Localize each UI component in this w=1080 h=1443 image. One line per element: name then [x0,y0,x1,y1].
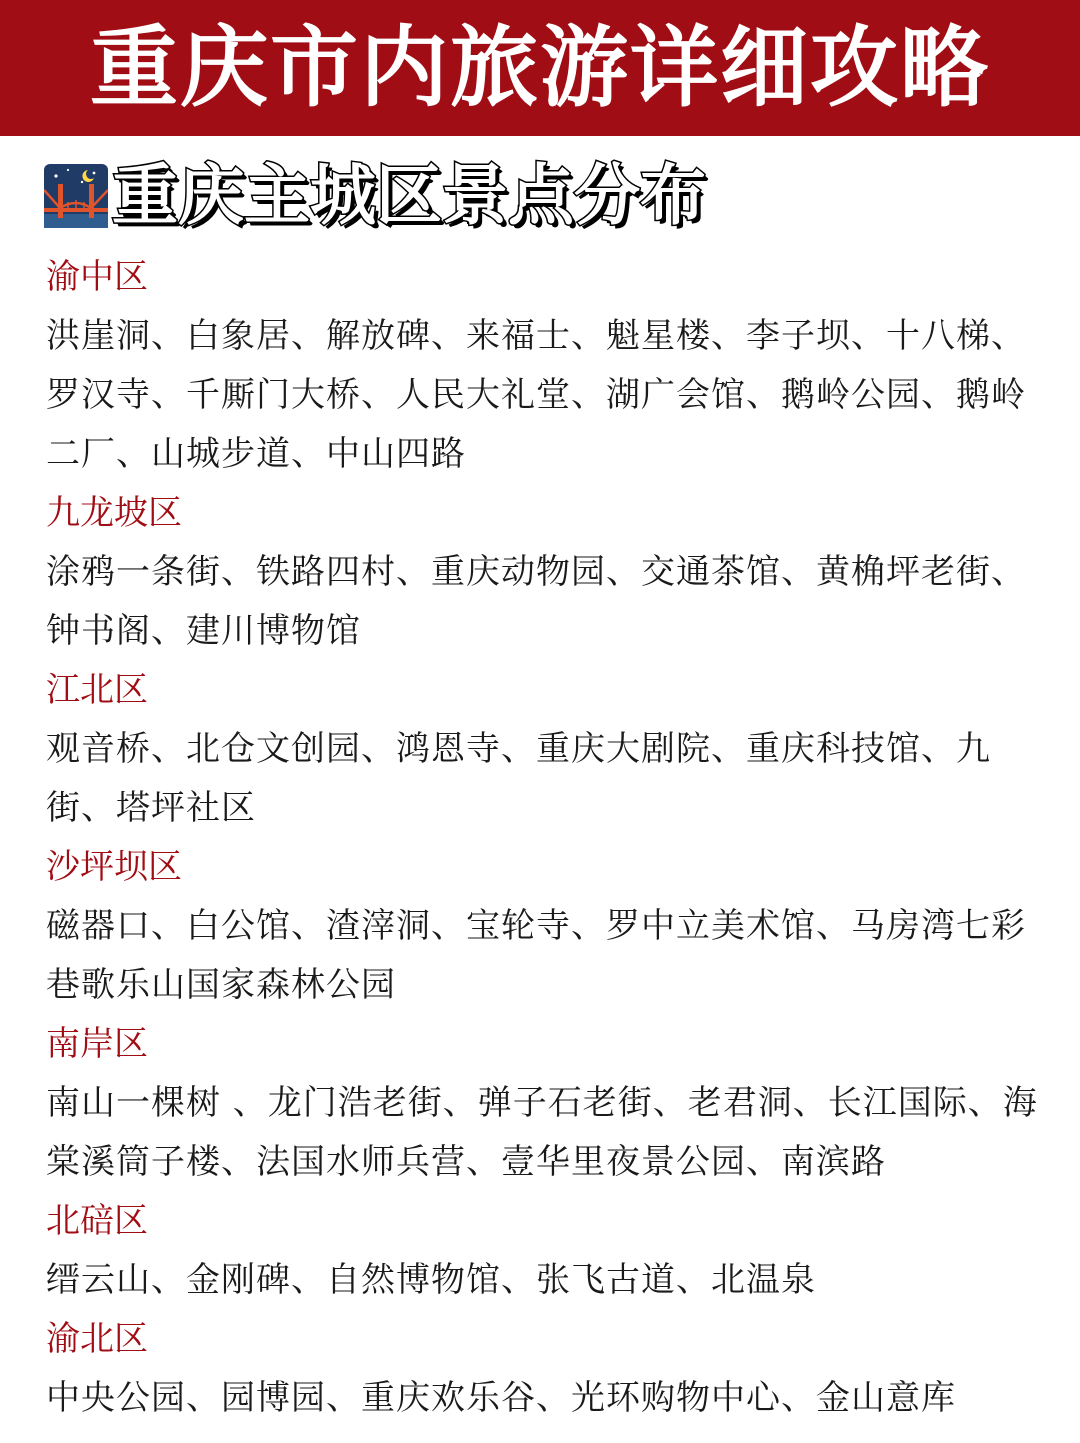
district-nanan [46,1015,1046,1192]
district-jiulongpo [46,484,1046,661]
district-name: 北碚区 [46,1201,148,1241]
district-name: 九龙坡区 [46,493,182,533]
section-heading [44,157,706,234]
page-title: 重庆市内旅游详细攻略 [89,16,990,119]
district-beibei [46,1192,1046,1310]
district-spots: 中央公园、园博园、重庆欢乐谷、光环购物中心、金山意库 [46,1378,956,1418]
district-yubei [46,1310,1046,1428]
district-spots: 南山一棵树 、龙门浩老街、弹子石老街、老君洞、长江国际、海棠溪筒子楼、法国水师兵营、壹华里夜景公园、南滨路 [46,1083,1038,1182]
section-title: 重庆主城区景点分布 [112,157,706,234]
district-name: 江北区 [46,670,148,710]
district-list [46,248,1046,1428]
district-name: 渝北区 [46,1319,148,1359]
title-banner [0,0,1080,136]
district-name: 沙坪坝区 [46,847,182,887]
district-shapingba [46,838,1046,1015]
district-spots: 洪崖洞、白象居、解放碑、来福士、魁星楼、李子坝、十八梯、罗汉寺、千厮门大桥、人民大礼堂、湖广会馆、鹅岭公园、鹅岭二厂、山城步道、中山四路 [46,316,1026,474]
district-yuzhong [46,248,1046,484]
district-jiangbei [46,661,1046,838]
district-name: 南岸区 [46,1024,148,1064]
district-name: 渝中区 [46,257,148,297]
district-spots: 观音桥、北仓文创园、鸿恩寺、重庆大剧院、重庆科技馆、九街、塔坪社区 [46,729,991,828]
district-spots: 涂鸦一条街、铁路四村、重庆动物园、交通茶馆、黄桷坪老街、钟书阁、建川博物馆 [46,552,1026,651]
district-spots: 缙云山、金刚碑、自然博物馆、张飞古道、北温泉 [46,1260,816,1300]
bridge-night-icon [44,164,108,228]
district-spots: 磁器口、白公馆、渣滓洞、宝轮寺、罗中立美术馆、马房湾七彩巷歌乐山国家森林公园 [46,906,1026,1005]
